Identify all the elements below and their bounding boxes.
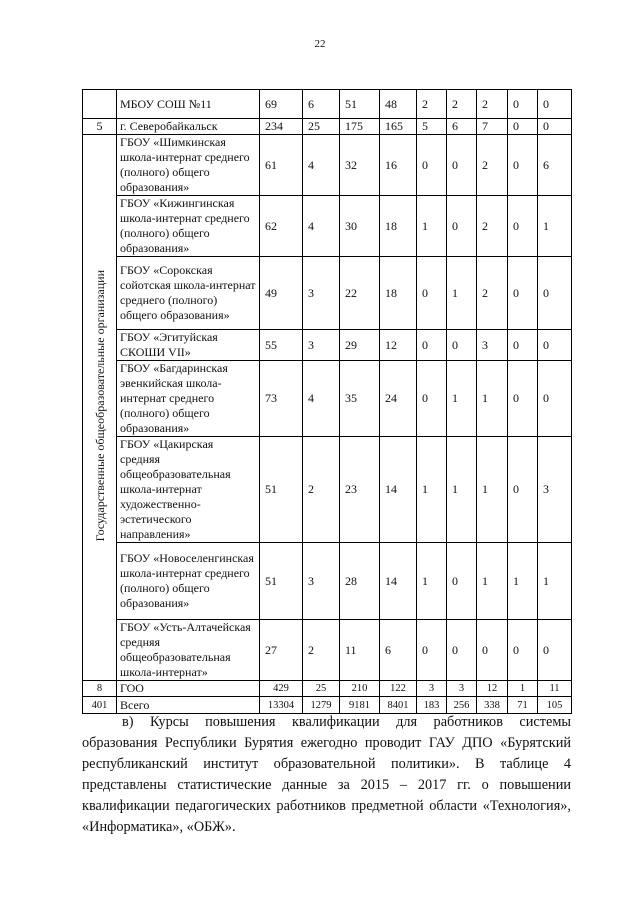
value-cell: 51 bbox=[260, 543, 303, 620]
value-cell: 2 bbox=[477, 135, 508, 196]
value-cell: 4 bbox=[303, 135, 340, 196]
value-cell: 0 bbox=[508, 135, 538, 196]
value-cell: 2 bbox=[303, 437, 340, 543]
value-cell: 18 bbox=[380, 196, 417, 257]
body-paragraph bbox=[82, 712, 571, 838]
value-cell: 0 bbox=[508, 330, 538, 361]
value-cell: 1 bbox=[417, 543, 447, 620]
value-cell: 0 bbox=[417, 330, 447, 361]
value-cell: 30 bbox=[340, 196, 380, 257]
value-cell: 3 bbox=[417, 681, 447, 697]
value-cell: 25 bbox=[303, 681, 340, 697]
value-cell: 0 bbox=[538, 361, 572, 437]
value-cell: 0 bbox=[417, 135, 447, 196]
organization-name: ГБОУ «Новоселенгинская школа-интернат среднего (полного) общего образования» bbox=[117, 543, 260, 620]
value-cell: 6 bbox=[447, 119, 477, 135]
row-index: 401 bbox=[83, 697, 117, 714]
value-cell: 175 bbox=[340, 119, 380, 135]
value-cell: 338 bbox=[477, 697, 508, 714]
value-cell: 5 bbox=[417, 119, 447, 135]
value-cell: 0 bbox=[447, 543, 477, 620]
value-cell: 69 bbox=[260, 90, 303, 119]
table-row bbox=[83, 135, 572, 196]
organization-name: ГОО bbox=[117, 681, 260, 697]
table-row bbox=[83, 119, 572, 135]
value-cell: 2 bbox=[417, 90, 447, 119]
value-cell: 2 bbox=[477, 196, 508, 257]
value-cell: 73 bbox=[260, 361, 303, 437]
value-cell: 0 bbox=[508, 437, 538, 543]
value-cell: 11 bbox=[340, 620, 380, 681]
value-cell: 6 bbox=[380, 620, 417, 681]
value-cell: 49 bbox=[260, 257, 303, 330]
value-cell: 12 bbox=[477, 681, 508, 697]
value-cell: 210 bbox=[340, 681, 380, 697]
value-cell: 0 bbox=[508, 257, 538, 330]
value-cell: 7 bbox=[477, 119, 508, 135]
table-row bbox=[83, 330, 572, 361]
table-row bbox=[83, 437, 572, 543]
organization-name: ГБОУ «Цакирская средняя общеобразовательная школа-интернат художественно-эстетического направления» bbox=[117, 437, 260, 543]
statistics-table bbox=[82, 89, 572, 714]
value-cell: 2 bbox=[303, 620, 340, 681]
value-cell: 1 bbox=[538, 543, 572, 620]
table-row bbox=[83, 543, 572, 620]
value-cell: 51 bbox=[340, 90, 380, 119]
value-cell: 0 bbox=[417, 620, 447, 681]
value-cell: 22 bbox=[340, 257, 380, 330]
value-cell: 0 bbox=[538, 620, 572, 681]
row-index: 5 bbox=[83, 119, 117, 135]
value-cell: 48 bbox=[380, 90, 417, 119]
value-cell: 0 bbox=[508, 620, 538, 681]
value-cell: 3 bbox=[538, 437, 572, 543]
value-cell: 165 bbox=[380, 119, 417, 135]
value-cell: 62 bbox=[260, 196, 303, 257]
value-cell: 0 bbox=[447, 196, 477, 257]
organization-name: ГБОУ «Кижингинская школа-интернат среднего (полного) общего образования» bbox=[117, 196, 260, 257]
value-cell: 3 bbox=[303, 543, 340, 620]
group-label: Государственные общеобразовательные организации bbox=[92, 269, 107, 542]
organization-name: Всего bbox=[117, 697, 260, 714]
table-row bbox=[83, 361, 572, 437]
value-cell: 55 bbox=[260, 330, 303, 361]
organization-name: ГБОУ «Багдаринская эвенкийская школа-интернат среднего (полного) общего образования» bbox=[117, 361, 260, 437]
value-cell: 2 bbox=[477, 90, 508, 119]
table-row bbox=[83, 681, 572, 697]
value-cell: 0 bbox=[508, 90, 538, 119]
value-cell: 0 bbox=[417, 361, 447, 437]
page-number: 22 bbox=[314, 38, 326, 50]
value-cell: 0 bbox=[447, 330, 477, 361]
value-cell: 3 bbox=[447, 681, 477, 697]
value-cell: 71 bbox=[508, 697, 538, 714]
value-cell: 14 bbox=[380, 543, 417, 620]
value-cell: 1 bbox=[447, 437, 477, 543]
value-cell: 6 bbox=[303, 90, 340, 119]
value-cell: 105 bbox=[538, 697, 572, 714]
value-cell: 13304 bbox=[260, 697, 303, 714]
value-cell: 61 bbox=[260, 135, 303, 196]
value-cell: 23 bbox=[340, 437, 380, 543]
value-cell: 0 bbox=[508, 361, 538, 437]
value-cell: 1 bbox=[417, 196, 447, 257]
value-cell: 1 bbox=[477, 543, 508, 620]
row-index bbox=[83, 90, 117, 119]
value-cell: 1 bbox=[417, 437, 447, 543]
value-cell: 8401 bbox=[380, 697, 417, 714]
value-cell: 1 bbox=[508, 543, 538, 620]
value-cell: 3 bbox=[477, 330, 508, 361]
value-cell: 1 bbox=[447, 257, 477, 330]
value-cell: 4 bbox=[303, 196, 340, 257]
table-row bbox=[83, 90, 572, 119]
table-row bbox=[83, 196, 572, 257]
organization-name: ГБОУ «Шимкинская школа-интернат среднего (полного) общего образования» bbox=[117, 135, 260, 196]
value-cell: 1 bbox=[477, 437, 508, 543]
value-cell: 122 bbox=[380, 681, 417, 697]
value-cell: 1279 bbox=[303, 697, 340, 714]
value-cell: 16 bbox=[380, 135, 417, 196]
value-cell: 183 bbox=[417, 697, 447, 714]
value-cell: 1 bbox=[508, 681, 538, 697]
table-row bbox=[83, 697, 572, 714]
group-label-cell bbox=[83, 135, 117, 681]
value-cell: 14 bbox=[380, 437, 417, 543]
value-cell: 0 bbox=[447, 135, 477, 196]
value-cell: 27 bbox=[260, 620, 303, 681]
value-cell: 29 bbox=[340, 330, 380, 361]
value-cell: 234 bbox=[260, 119, 303, 135]
table-row bbox=[83, 257, 572, 330]
value-cell: 4 bbox=[303, 361, 340, 437]
value-cell: 0 bbox=[538, 90, 572, 119]
organization-name: ГБОУ «Сорокская сойотская школа-интернат среднего (полного) общего образования» bbox=[117, 257, 260, 330]
value-cell: 3 bbox=[303, 257, 340, 330]
value-cell: 0 bbox=[417, 257, 447, 330]
value-cell: 18 bbox=[380, 257, 417, 330]
value-cell: 1 bbox=[538, 196, 572, 257]
organization-name: ГБОУ «Эгитуйская СКОШИ VII» bbox=[117, 330, 260, 361]
organization-name: г. Северобайкальск bbox=[117, 119, 260, 135]
value-cell: 1 bbox=[447, 361, 477, 437]
value-cell: 3 bbox=[303, 330, 340, 361]
value-cell: 6 bbox=[538, 135, 572, 196]
value-cell: 25 bbox=[303, 119, 340, 135]
table-row bbox=[83, 620, 572, 681]
value-cell: 28 bbox=[340, 543, 380, 620]
value-cell: 35 bbox=[340, 361, 380, 437]
value-cell: 256 bbox=[447, 697, 477, 714]
value-cell: 2 bbox=[477, 257, 508, 330]
value-cell: 0 bbox=[508, 196, 538, 257]
value-cell: 32 bbox=[340, 135, 380, 196]
value-cell: 0 bbox=[508, 119, 538, 135]
paragraph-text: в) Курсы повышения квалификации для работников системы образования Республики Бурятия ежегодно проводит ГАУ ДПО «Бурятский республиканский институт образовательной политики». В таблице 4 представлены статистические данные за 2015 – 2017 гг. о повышении квалификации педагогических работников предметной области «Технология», «Информатика», «ОБЖ». bbox=[82, 714, 571, 835]
value-cell: 429 bbox=[260, 681, 303, 697]
organization-name: МБОУ СОШ №11 bbox=[117, 90, 260, 119]
value-cell: 12 bbox=[380, 330, 417, 361]
value-cell: 0 bbox=[447, 620, 477, 681]
value-cell: 24 bbox=[380, 361, 417, 437]
value-cell: 2 bbox=[447, 90, 477, 119]
value-cell: 11 bbox=[538, 681, 572, 697]
row-index: 8 bbox=[83, 681, 117, 697]
value-cell: 0 bbox=[538, 119, 572, 135]
value-cell: 51 bbox=[260, 437, 303, 543]
value-cell: 0 bbox=[477, 620, 508, 681]
value-cell: 1 bbox=[477, 361, 508, 437]
value-cell: 0 bbox=[538, 330, 572, 361]
value-cell: 0 bbox=[538, 257, 572, 330]
value-cell: 9181 bbox=[340, 697, 380, 714]
organization-name: ГБОУ «Усть-Алтачейская средняя общеобразовательная школа-интернат» bbox=[117, 620, 260, 681]
